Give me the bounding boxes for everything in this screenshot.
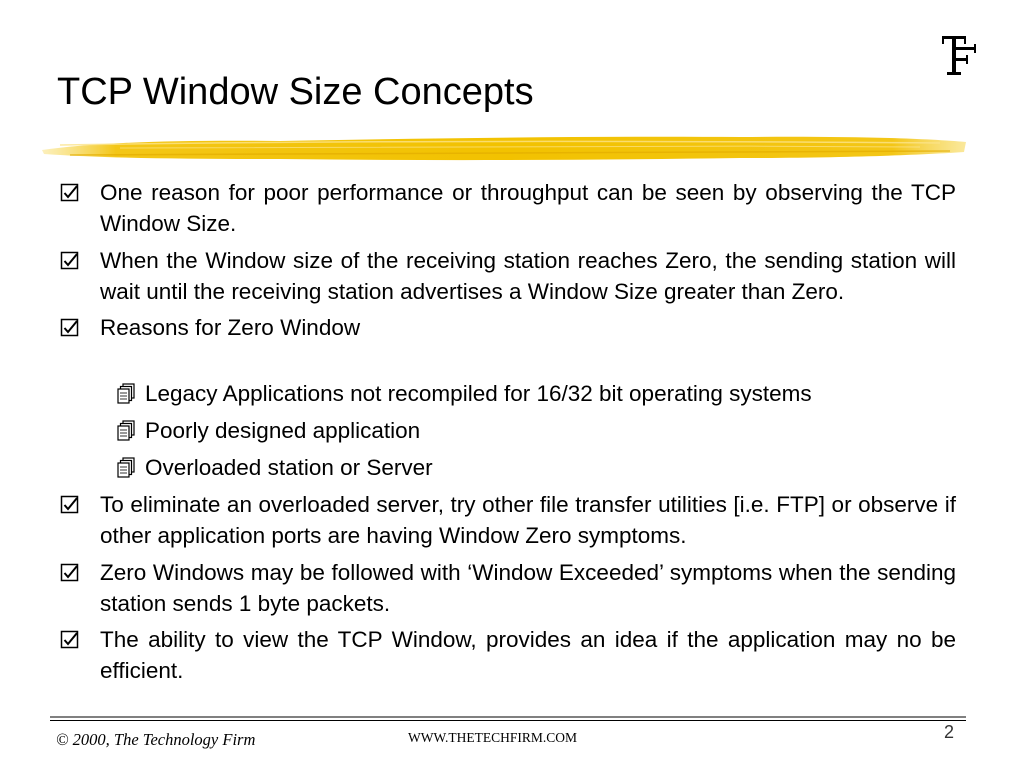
sub-bullet-item: [58, 452, 956, 483]
bullet-item: [58, 624, 956, 686]
sub-bullet-text: Legacy Applications not recompiled for 16/32 bit operating systems: [145, 381, 812, 406]
bullet-text: One reason for poor performance or throughput can be seen by observing the TCP Window Size.: [100, 180, 956, 236]
bullet-item: [58, 245, 956, 307]
footer-divider: [50, 716, 966, 722]
bullet-list: [58, 177, 956, 349]
slide-title: TCP Window Size Concepts: [57, 71, 534, 113]
bullet-text: Zero Windows may be followed with ‘Window Exceeded’ symptoms when the sending station sends 1 byte packets.: [100, 559, 956, 616]
technology-firm-logo: [938, 30, 982, 78]
sub-bullet-text: Overloaded station or Server: [145, 455, 433, 480]
page-number: 2: [944, 722, 955, 742]
yellow-brush-stroke: [40, 128, 968, 168]
checkbox-checked-icon: [60, 630, 80, 650]
bullet-text: The ability to view the TCP Window, provides an idea if the application may no be efficient.: [100, 627, 956, 683]
bullet-list-continued: [58, 489, 956, 692]
footer-copyright: © 2000, The Technology Firm: [56, 730, 256, 749]
checkbox-checked-icon: [60, 495, 80, 515]
checkbox-checked-icon: [60, 318, 80, 338]
sub-bullet-item: [58, 378, 956, 409]
sub-bullet-text: Poorly designed application: [145, 418, 421, 443]
document-stack-icon: [116, 457, 136, 479]
document-stack-icon: [116, 420, 136, 442]
footer-url: WWW.THETECHFIRM.COM: [408, 730, 577, 745]
checkbox-checked-icon: [60, 183, 80, 203]
bullet-item: [58, 312, 956, 343]
sub-bullet-item: [58, 415, 956, 446]
sub-bullet-list: [58, 378, 956, 489]
bullet-item: [58, 557, 956, 619]
bullet-item: [58, 177, 956, 239]
checkbox-checked-icon: [60, 563, 80, 583]
bullet-text: Reasons for Zero Window: [100, 315, 361, 340]
bullet-text: To eliminate an overloaded server, try other file transfer utilities [i.e. FTP] or observe if other application ports are having Window Zero symptoms.: [100, 492, 956, 548]
bullet-text: When the Window size of the receiving station reaches Zero, the sending station will wait until the receiving station advertises a Window Size greater than Zero.: [100, 247, 956, 304]
checkbox-checked-icon: [60, 251, 80, 271]
bullet-item: [58, 489, 956, 551]
document-stack-icon: [116, 383, 136, 405]
